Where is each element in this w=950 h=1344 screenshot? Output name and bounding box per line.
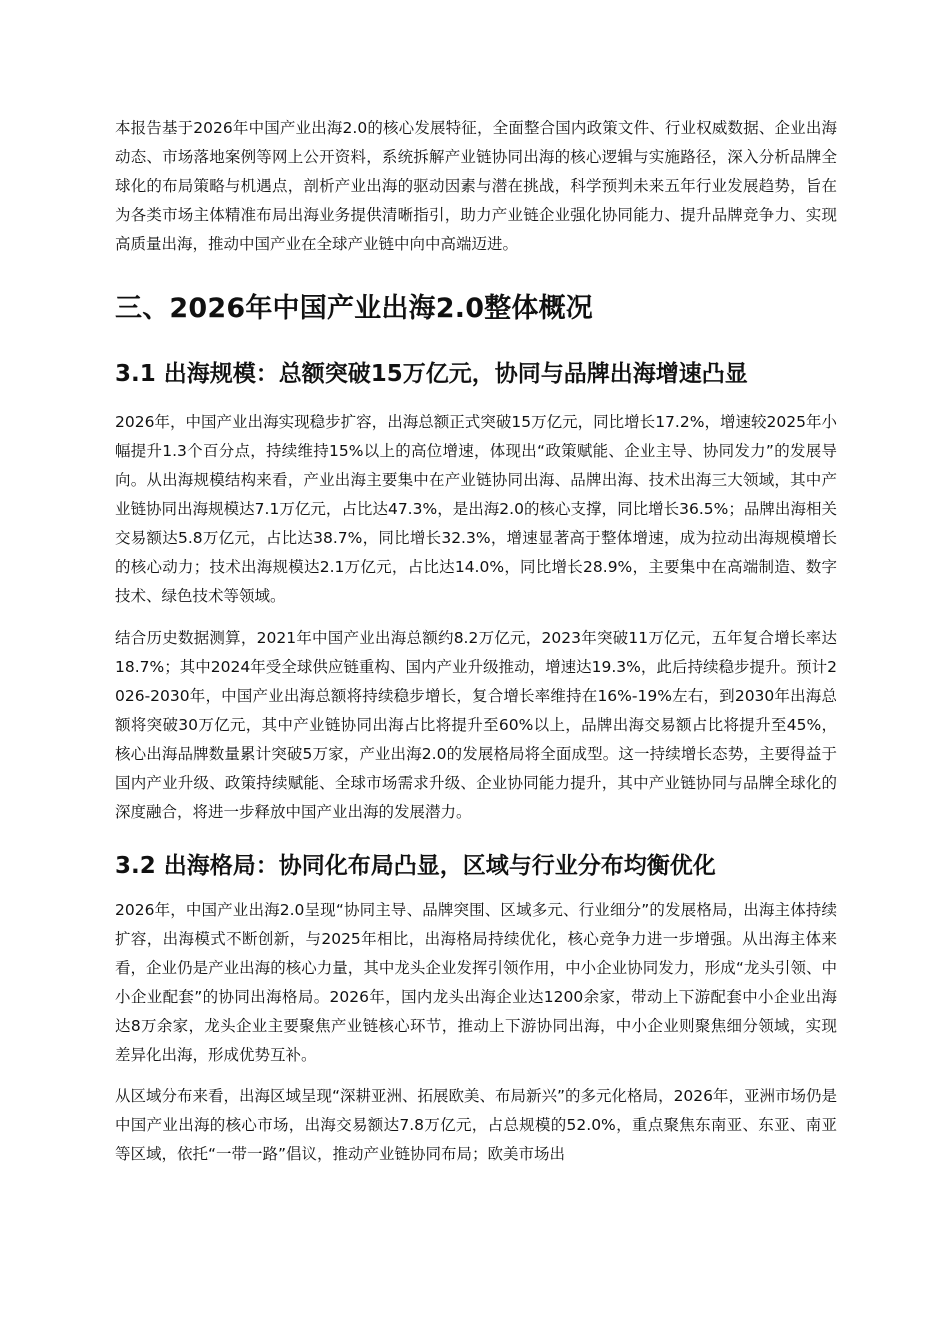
section-3-1-heading: 3.1 出海规模：总额突破15万亿元，协同与品牌出海增速凸显 [115,361,748,387]
section-3-2-heading: 3.2 出海格局：协同化布局凸显，区域与行业分布均衡优化 [115,853,716,879]
section-3-1-paragraph-1: 2026年，中国产业出海实现稳步扩容，出海总额正式突破15万亿元，同比增长17.2%，增速较2025年小幅提升1.3个百分点，持续维持15%以上的高位增速，体现出“政策赋能、企业主导、协同发力”的发展导向。从出海规模结构来看，产业出海主要集中在产业链协同出海、品牌出海、技术出海三大领域，其中产业链协同出海规模达7.1万亿元，占比达47.3%，是出海2.0的核心支撑，同比增长36.5%；品牌出海相关交易额达5.8万亿元，占比达38.7%，同比增长32.3%，增速显著高于整体增速，成为拉动出海规模增长的核心动力；技术出海规模达2.1万亿元，占比达14.0%，同比增长28.9%，主要集中在高端制造、数字技术、绿色技术等领域。 [115,413,837,605]
section-3-2-paragraph-1: 2026年，中国产业出海2.0呈现“协同主导、品牌突围、区域多元、行业细分”的发展格局，出海主体持续扩容，出海模式不断创新，与2025年相比，出海格局持续优化，核心竞争力进一步增强。从出海主体来看，企业仍是产业出海的核心力量，其中龙头企业发挥引领作用，中小企业协同发力，形成“龙头引领、中小企业配套”的协同出海格局。2026年，国内龙头出海企业达1200余家，带动上下游配套中小企业出海达8万余家，龙头企业主要聚焦产业链核心环节，推动上下游协同出海，中小企业则聚焦细分领域，实现差异化出海，形成优势互补。 [115,901,837,1064]
section-3-2-paragraph-2: 从区域分布来看，出海区域呈现“深耕亚洲、拓展欧美、布局新兴”的多元化格局，2026年，亚洲市场仍是中国产业出海的核心市场，出海交易额达7.8万亿元，占总规模的52.0%，重点聚焦东南亚、东亚、南亚等区域，依托“一带一路”倡议，推动产业链协同布局；欧美市场出 [115,1087,838,1163]
section-3-heading: 三、2026年中国产业出海2.0整体概况 [115,293,593,324]
document-page [115,114,837,1169]
section-3-1-paragraph-2: 结合历史数据测算，2021年中国产业出海总额约8.2万亿元，2023年突破11万亿元，五年复合增长率达18.7%；其中2024年受全球供应链重构、国内产业升级推动，增速达19.3%，此后持续稳步提升。预计2026-2030年，中国产业出海总额将持续稳步增长，复合增长率维持在16%-19%左右，到2030年出海总额将突破30万亿元，其中产业链协同出海占比将提升至60%以上，品牌出海交易额占比将提升至45%，核心出海品牌数量累计突破5万家，产业出海2.0的发展格局将全面成型。这一持续增长态势，主要得益于国内产业升级、政策持续赋能、全球市场需求升级、企业协同能力提升，其中产业链协同与品牌全球化的深度融合，将进一步释放中国产业出海的发展潜力。 [115,629,837,821]
intro-paragraph: 本报告基于2026年中国产业出海2.0的核心发展特征，全面整合国内政策文件、行业权威数据、企业出海动态、市场落地案例等网上公开资料，系统拆解产业链协同出海的核心逻辑与实施路径，深入分析品牌全球化的布局策略与机遇点，剖析产业出海的驱动因素与潜在挑战，科学预判未来五年行业发展趋势，旨在为各类市场主体精准布局出海业务提供清晰指引，助力产业链企业强化协同能力、提升品牌竞争力、实现高质量出海，推动中国产业在全球产业链中向中高端迈进。 [115,119,837,253]
